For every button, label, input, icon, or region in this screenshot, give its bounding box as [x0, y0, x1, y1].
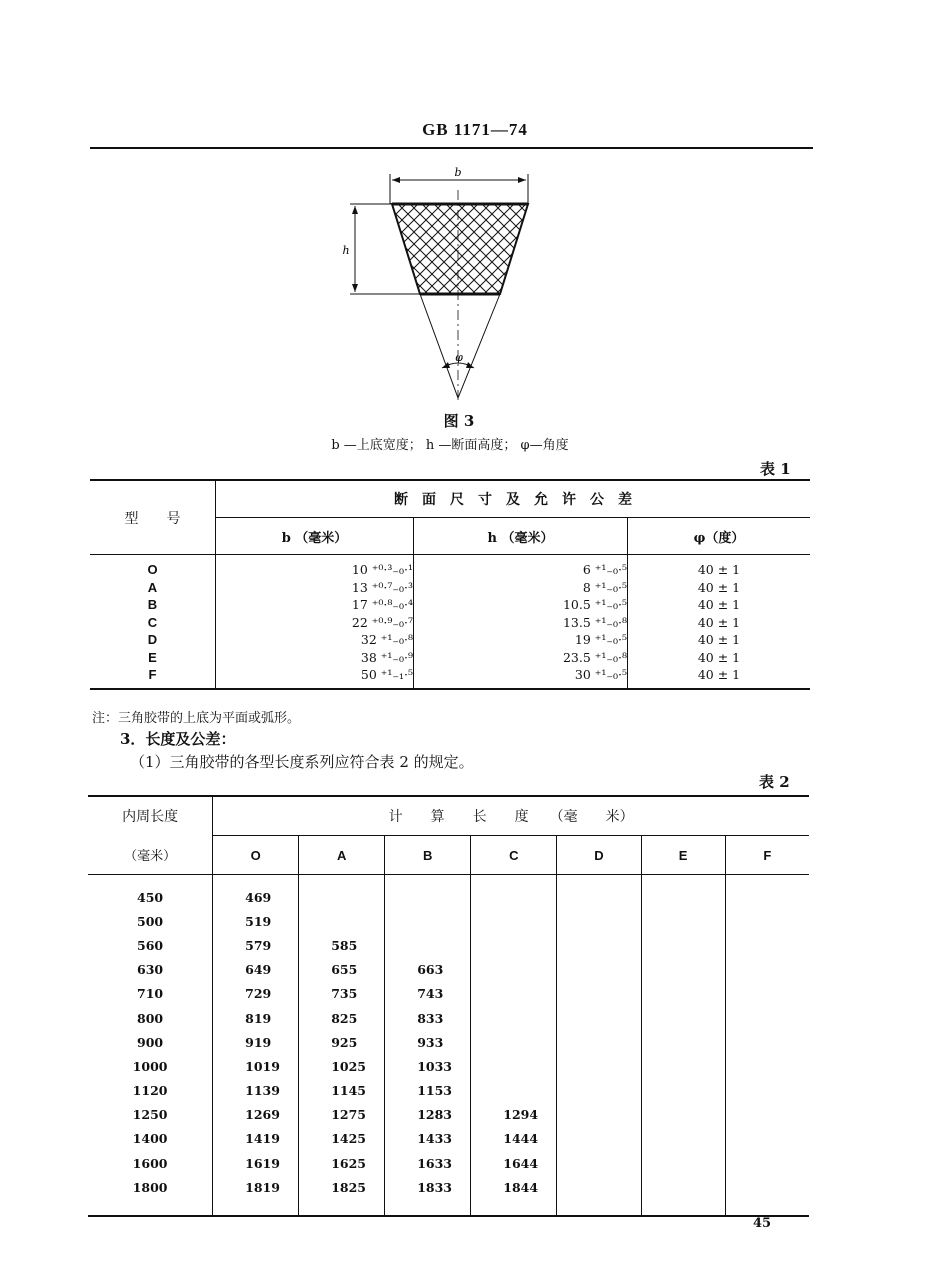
table2-col-header: B: [385, 836, 471, 875]
b-arrow-right: [518, 177, 526, 183]
table1-cell-h: 8 ⁺¹₋₀·⁵: [414, 579, 628, 597]
belt-cross-section-figure: [330, 160, 590, 410]
table2-cell-A: 925: [299, 1030, 385, 1054]
table2-cell-length: 1120: [88, 1079, 213, 1103]
table2-cell-length: 1600: [88, 1151, 213, 1175]
table2-cell-C: [471, 1030, 557, 1054]
table1-row: [90, 596, 810, 614]
table1-cell-phi: 40 ± 1: [697, 562, 741, 578]
table2-cell-C: [471, 1079, 557, 1103]
apex-line-left: [420, 294, 458, 398]
table2-cell-B: 1283: [385, 1103, 471, 1127]
b-arrow-left: [392, 177, 400, 183]
table2-cell-O: 919: [213, 1030, 299, 1054]
table2-length-unit: （毫米）: [88, 836, 213, 875]
table1-col-b-header: b （毫米）: [216, 518, 414, 555]
table2-cell-O: 819: [213, 1006, 299, 1030]
table1-cell-type: E: [90, 649, 216, 667]
table2-cell-D: [557, 885, 641, 909]
table2-cell-C: 1444: [471, 1127, 557, 1151]
table2-cell-F: [725, 1006, 809, 1030]
table2-main-header: 计 算 长 度 （毫 米）: [213, 796, 809, 836]
table1-cell-h: 19 ⁺¹₋₀·⁵: [414, 631, 628, 649]
table1-row: [90, 579, 810, 597]
table2-row: [88, 933, 809, 957]
table1-cell-type: C: [90, 614, 216, 632]
table1-note: 注：三角胶带的上底为平面或弧形。: [92, 711, 301, 726]
phi-arrow-right: [466, 362, 474, 368]
table2-cell-O: 1019: [213, 1054, 299, 1078]
table2-cell-F: [725, 909, 809, 933]
table2-cell-D: [557, 1030, 641, 1054]
table2-cell-length: 900: [88, 1030, 213, 1054]
table2-cell-O: 729: [213, 982, 299, 1006]
table2-cell-E: [641, 909, 725, 933]
table2-cell-D: [557, 933, 641, 957]
belt-section-trapezoid: [392, 204, 528, 294]
table1-cell-phi: 40 ± 1: [697, 632, 741, 648]
table2-cell-C: [471, 933, 557, 957]
table2-row: [88, 1103, 809, 1127]
table2-cell-F: [725, 1175, 809, 1199]
table2-cell-O: 469: [213, 885, 299, 909]
table2-cell-C: [471, 982, 557, 1006]
table2-cell-B: 663: [385, 958, 471, 982]
table2-row: [88, 909, 809, 933]
table2-cell-A: 1275: [299, 1103, 385, 1127]
table2-row: [88, 1127, 809, 1151]
table2-row: [88, 1006, 809, 1030]
table2-cell-F: [725, 1103, 809, 1127]
table2-cell-D: [557, 1151, 641, 1175]
table2-cell-F: [725, 1127, 809, 1151]
table2-cell-B: [385, 909, 471, 933]
table2-cell-C: [471, 1054, 557, 1078]
phi-arrow-left: [442, 362, 450, 368]
table1-cell-b: 32 ⁺¹₋₀·⁸: [216, 631, 414, 649]
table2-cell-E: [641, 1103, 725, 1127]
table1-row: [90, 561, 810, 579]
table2-cell-F: [725, 885, 809, 909]
table2-cell-C: [471, 1006, 557, 1030]
table2-cell-length: 500: [88, 909, 213, 933]
table1-cell-phi: 40 ± 1: [697, 667, 741, 683]
table2-cell-E: [641, 958, 725, 982]
table1-cell-type: F: [90, 666, 216, 684]
table1-col-phi-header: φ（度）: [628, 518, 811, 555]
table2-cell-E: [641, 933, 725, 957]
table2-cell-D: [557, 982, 641, 1006]
table1-cell-h: 6 ⁺¹₋₀·⁵: [414, 561, 628, 579]
table1-cell-phi: 40 ± 1: [697, 614, 741, 630]
header-rule: [90, 147, 813, 149]
table2-cell-E: [641, 982, 725, 1006]
table2-cell-D: [557, 1175, 641, 1199]
table2-cell-A: 825: [299, 1006, 385, 1030]
table2-cell-F: [725, 1030, 809, 1054]
table2-cell-O: 519: [213, 909, 299, 933]
table2: [88, 795, 809, 1217]
table1-cell-h: 30 ⁺¹₋₀·⁵: [414, 666, 628, 684]
table2-cell-length: 560: [88, 933, 213, 957]
table2-cell-D: [557, 1006, 641, 1030]
table2-cell-D: [557, 1054, 641, 1078]
phi-label: φ: [455, 351, 463, 364]
section-3-sub: （1）三角胶带的各型长度系列应符合表 2 的规定。: [130, 753, 474, 771]
table2-row: [88, 885, 809, 909]
table2-cell-length: 1000: [88, 1054, 213, 1078]
table2-cell-E: [641, 1175, 725, 1199]
table2-cell-B: 743: [385, 982, 471, 1006]
document-header: GB 1171—74: [422, 120, 528, 139]
table2-row: [88, 1030, 809, 1054]
table2-cell-B: 833: [385, 1006, 471, 1030]
table2-cell-length: 450: [88, 885, 213, 909]
table1-cell-type: A: [90, 579, 216, 597]
table2-cell-O: 1819: [213, 1175, 299, 1199]
page-number: 45: [753, 1216, 772, 1231]
table1-cell-h: 13.5 ⁺¹₋₀·⁸: [414, 614, 628, 632]
table2-cell-B: [385, 885, 471, 909]
table1-cell-b: 38 ⁺¹₋₀·⁹: [216, 649, 414, 667]
table1-row: [90, 614, 810, 632]
table2-row: [88, 1079, 809, 1103]
table2-cell-B: 1633: [385, 1151, 471, 1175]
table2-cell-D: [557, 958, 641, 982]
table2-cell-D: [557, 1127, 641, 1151]
table1-main-header: 断 面 尺 寸 及 允 许 公 差: [216, 480, 811, 518]
table1-cell-h: 23.5 ⁺¹₋₀·⁸: [414, 649, 628, 667]
table2-cell-B: [385, 933, 471, 957]
table2-cell-B: 1833: [385, 1175, 471, 1199]
table2-cell-F: [725, 1054, 809, 1078]
table2-cell-A: 585: [299, 933, 385, 957]
table2-cell-C: 1644: [471, 1151, 557, 1175]
table2-row: [88, 982, 809, 1006]
table2-cell-length: 630: [88, 958, 213, 982]
table2-cell-A: [299, 909, 385, 933]
table1-row: [90, 666, 810, 684]
table2-cell-E: [641, 1030, 725, 1054]
table1-cell-b: 13 ⁺⁰·⁷₋₀·³: [216, 579, 414, 597]
table2-col-header: C: [471, 836, 557, 875]
table1-cell-b: 50 ⁺¹₋₁·⁵: [216, 666, 414, 684]
section-3-title: 3．长度及公差：: [120, 730, 236, 748]
table2-cell-F: [725, 982, 809, 1006]
table2-cell-O: 1269: [213, 1103, 299, 1127]
table2-cell-E: [641, 1006, 725, 1030]
table2-cell-length: 710: [88, 982, 213, 1006]
b-label: b: [454, 166, 462, 179]
table2-cell-O: 579: [213, 933, 299, 957]
table2-cell-A: 1425: [299, 1127, 385, 1151]
table2-cell-B: 933: [385, 1030, 471, 1054]
apex-line-right: [458, 294, 500, 398]
table2-cell-D: [557, 909, 641, 933]
table1-cell-phi: 40 ± 1: [697, 597, 741, 613]
table1-col-h-header: h （毫米）: [414, 518, 628, 555]
table2-cell-E: [641, 1127, 725, 1151]
table2-col-header: E: [641, 836, 725, 875]
table2-col-header: O: [213, 836, 299, 875]
table2-length-header: 内周长度: [88, 796, 213, 836]
table2-row: [88, 1054, 809, 1078]
table1-row: [90, 649, 810, 667]
table2-cell-A: 1145: [299, 1079, 385, 1103]
h-arrow-bottom: [352, 284, 358, 292]
table2-row: [88, 958, 809, 982]
table1-cell-type: B: [90, 596, 216, 614]
table2-row: [88, 1175, 809, 1199]
table2-cell-E: [641, 1054, 725, 1078]
table2-label: 表 2: [759, 773, 790, 791]
table2-cell-F: [725, 1151, 809, 1175]
table2-cell-length: 1800: [88, 1175, 213, 1199]
table2-cell-D: [557, 1103, 641, 1127]
table2-cell-A: 1825: [299, 1175, 385, 1199]
table2-cell-O: 1139: [213, 1079, 299, 1103]
table2-row: [88, 1151, 809, 1175]
table2-cell-length: 1250: [88, 1103, 213, 1127]
table1-label: 表 1: [760, 460, 791, 478]
table1-cell-type: O: [90, 561, 216, 579]
table2-cell-A: 655: [299, 958, 385, 982]
table2-cell-B: 1033: [385, 1054, 471, 1078]
table2-cell-F: [725, 958, 809, 982]
table1-cell-b: 22 ⁺⁰·⁹₋₀·⁷: [216, 614, 414, 632]
table2-cell-O: 1619: [213, 1151, 299, 1175]
figure-caption: 图 3: [443, 412, 475, 430]
table2-cell-length: 1400: [88, 1127, 213, 1151]
table2-cell-B: 1433: [385, 1127, 471, 1151]
table2-cell-C: [471, 909, 557, 933]
table2-cell-F: [725, 933, 809, 957]
table2-cell-O: 649: [213, 958, 299, 982]
table2-cell-D: [557, 1079, 641, 1103]
table2-cell-length: 800: [88, 1006, 213, 1030]
table2-cell-C: 1294: [471, 1103, 557, 1127]
table2-cell-E: [641, 1151, 725, 1175]
table1-cell-phi: 40 ± 1: [697, 579, 741, 595]
table1-cell-type: D: [90, 631, 216, 649]
table1-cell-b: 17 ⁺⁰·⁸₋₀·⁴: [216, 596, 414, 614]
table2-cell-C: [471, 958, 557, 982]
table2-cell-A: 735: [299, 982, 385, 1006]
table2-cell-O: 1419: [213, 1127, 299, 1151]
table2-col-header: A: [299, 836, 385, 875]
table2-cell-C: 1844: [471, 1175, 557, 1199]
table1-cell-phi: 40 ± 1: [697, 649, 741, 665]
table1-cell-h: 10.5 ⁺¹₋₀·⁵: [414, 596, 628, 614]
table2-cell-E: [641, 1079, 725, 1103]
table2-cell-F: [725, 1079, 809, 1103]
h-arrow-top: [352, 206, 358, 214]
table1-row: [90, 631, 810, 649]
table1: [90, 479, 810, 690]
table2-cell-A: [299, 885, 385, 909]
table2-cell-A: 1025: [299, 1054, 385, 1078]
figure-legend: b —上底宽度； h —断面高度； φ—角度: [331, 438, 569, 453]
table2-col-header: D: [557, 836, 641, 875]
table2-cell-A: 1625: [299, 1151, 385, 1175]
table1-cell-b: 10 ⁺⁰·³₋₀·¹: [216, 561, 414, 579]
h-label: h: [342, 244, 350, 257]
table2-col-header: F: [725, 836, 809, 875]
table2-cell-B: 1153: [385, 1079, 471, 1103]
table2-cell-E: [641, 885, 725, 909]
table1-type-header: 型 号: [90, 480, 216, 555]
table2-cell-C: [471, 885, 557, 909]
